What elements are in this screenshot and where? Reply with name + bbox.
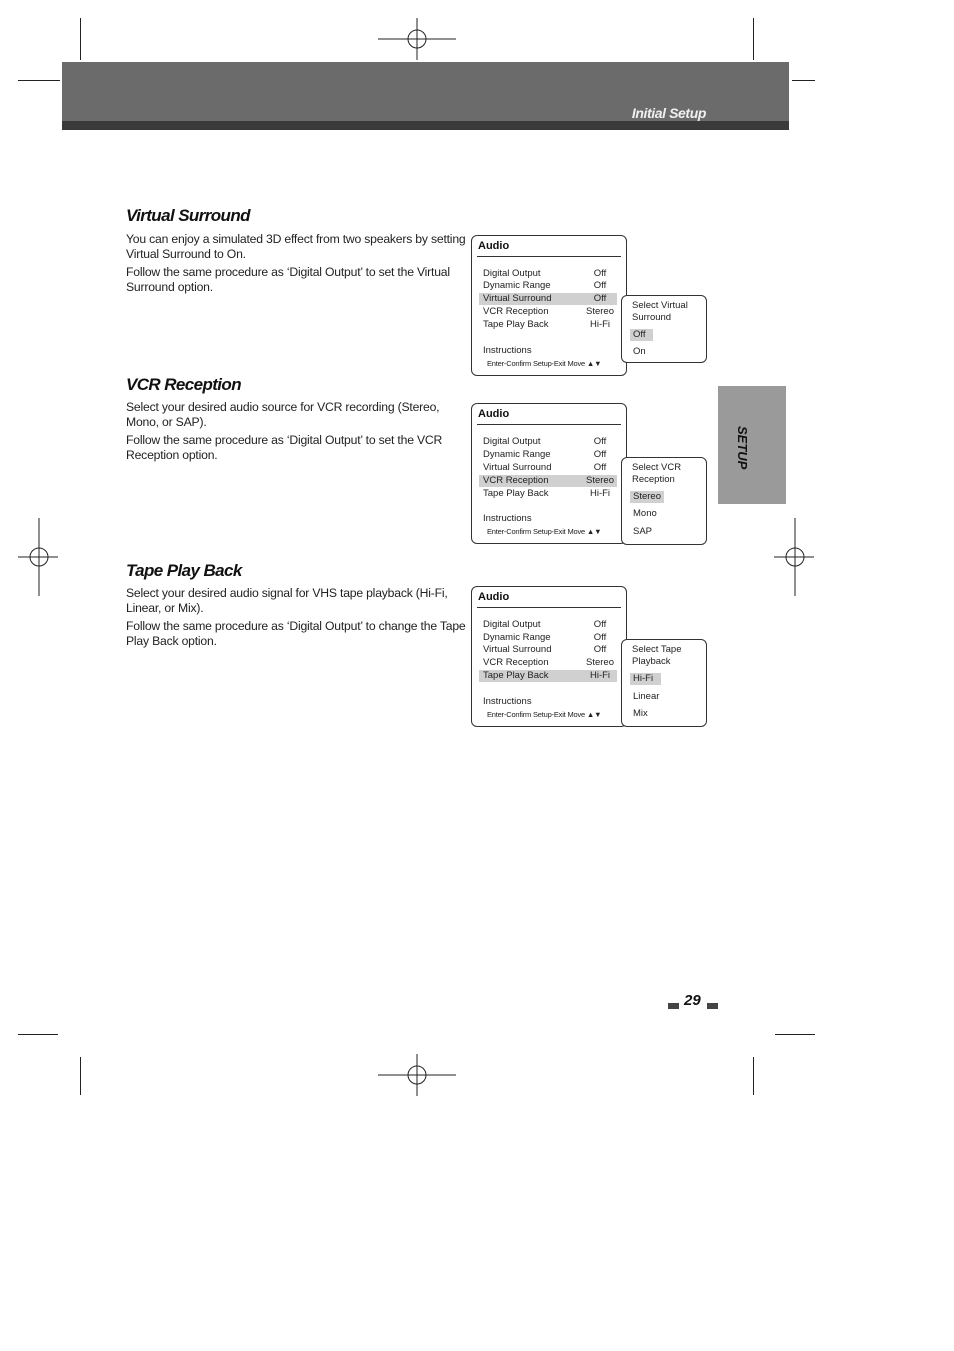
registration-mark-right	[756, 518, 834, 596]
menu-footer: Enter-Confirm Setup-Exit Move ▲▼	[487, 527, 602, 536]
menu-row-label: Tape Play Back	[483, 670, 549, 681]
menu-row-value: Hi-Fi	[589, 488, 611, 499]
menu-row-value: Hi-Fi	[589, 319, 611, 330]
menu-row-value: Off	[593, 449, 607, 460]
popup-option-selected: Off	[630, 329, 653, 341]
menu-row-label: VCR Reception	[483, 475, 549, 486]
menu-row-value: Hi-Fi	[589, 670, 611, 681]
menu-instructions: Instructions	[483, 696, 532, 707]
menu-row	[479, 280, 617, 292]
popup-option-selected: Stereo	[630, 491, 664, 503]
header-title: Initial Setup	[631, 105, 706, 121]
option-popup	[621, 457, 707, 545]
section-title-tape-play-back: Tape Play Back	[126, 561, 242, 580]
menu-row-selected	[479, 475, 617, 487]
menu-divider	[477, 256, 621, 257]
section-paragraph: Follow the same procedure as ‘Digital Output’ to change the Tape Play Back option.	[126, 619, 466, 648]
menu-row	[479, 644, 617, 656]
section-title-virtual-surround: Virtual Surround	[126, 206, 250, 225]
menu-row-value: Off	[593, 268, 607, 279]
section-paragraph: Select your desired audio signal for VHS tape playback (Hi-Fi, Linear, or Mix).	[126, 586, 448, 615]
menu-row-label: Dynamic Range	[483, 632, 551, 643]
osd-audio-menu	[471, 403, 627, 544]
popup-option: Mix	[633, 708, 648, 719]
menu-instructions: Instructions	[483, 345, 532, 356]
menu-row	[479, 462, 617, 474]
page-number-mark-left	[668, 1003, 679, 1009]
osd-audio-menu	[471, 586, 627, 727]
menu-row-label: Tape Play Back	[483, 488, 549, 499]
menu-row	[479, 449, 617, 461]
registration-mark-bottom	[378, 1036, 456, 1114]
popup-title: Select VCR Reception	[632, 462, 682, 485]
menu-row-label: Virtual Surround	[483, 462, 552, 473]
menu-row-value: Stereo	[586, 306, 614, 317]
menu-row-value: Off	[593, 644, 607, 655]
menu-row	[479, 436, 617, 448]
popup-option: On	[633, 346, 646, 357]
menu-row-value: Stereo	[586, 657, 614, 668]
menu-row-value: Off	[593, 619, 607, 630]
menu-divider	[477, 607, 621, 608]
menu-row	[479, 319, 617, 331]
menu-row	[479, 488, 617, 500]
popup-title: Select Virtual Surround	[632, 300, 688, 323]
option-popup	[621, 639, 707, 727]
menu-row	[479, 619, 617, 631]
menu-row-label: Virtual Surround	[483, 644, 552, 655]
menu-row-value: Off	[593, 436, 607, 447]
menu-row-label: Dynamic Range	[483, 449, 551, 460]
menu-title: Audio	[478, 240, 510, 252]
section-title-vcr-reception: VCR Reception	[126, 375, 241, 394]
menu-row-value: Off	[593, 632, 607, 643]
menu-title: Audio	[478, 591, 510, 603]
popup-title: Select Tape Playback	[632, 644, 682, 667]
menu-row-selected	[479, 293, 617, 305]
registration-mark-left	[0, 518, 78, 596]
menu-row-label: Digital Output	[483, 436, 541, 447]
menu-footer: Enter-Confirm Setup-Exit Move ▲▼	[487, 710, 602, 719]
popup-option: SAP	[633, 526, 653, 537]
menu-row-label: VCR Reception	[483, 306, 549, 317]
section-paragraph: Select your desired audio source for VCR recording (Stereo, Mono, or SAP).	[126, 400, 440, 429]
menu-title: Audio	[478, 408, 510, 420]
menu-row-label: Digital Output	[483, 619, 541, 630]
menu-row-value: Off	[593, 280, 607, 291]
menu-row-label: Dynamic Range	[483, 280, 551, 291]
menu-divider	[477, 424, 621, 425]
menu-row-label: Tape Play Back	[483, 319, 549, 330]
section-paragraph: Follow the same procedure as ‘Digital Output’ to set the VCR Reception option.	[126, 433, 443, 462]
menu-row	[479, 657, 617, 669]
header-stripe	[62, 121, 789, 130]
page-number: 29	[684, 992, 701, 1009]
menu-row	[479, 632, 617, 644]
popup-option-selected: Hi-Fi	[630, 673, 661, 685]
menu-row	[479, 268, 617, 280]
menu-row-value: Off	[593, 462, 607, 473]
page-number-mark-right	[707, 1003, 718, 1009]
section-paragraph: Follow the same procedure as ‘Digital Output’ to set the Virtual Surround option.	[126, 265, 450, 294]
menu-footer: Enter-Confirm Setup-Exit Move ▲▼	[487, 359, 602, 368]
menu-row-value: Off	[593, 293, 607, 304]
option-popup	[621, 295, 707, 363]
menu-row-label: Digital Output	[483, 268, 541, 279]
section-paragraph: You can enjoy a simulated 3D effect from two speakers by setting Virtual Surround to On.	[126, 232, 466, 261]
side-tab	[718, 386, 786, 504]
menu-row-selected	[479, 670, 617, 682]
side-tab-label: SETUP	[735, 426, 750, 470]
menu-row-value: Stereo	[586, 475, 614, 486]
menu-row	[479, 306, 617, 318]
popup-option: Linear	[633, 691, 660, 702]
menu-instructions: Instructions	[483, 513, 532, 524]
popup-option: Mono	[633, 508, 657, 519]
menu-row-label: Virtual Surround	[483, 293, 552, 304]
menu-row-label: VCR Reception	[483, 657, 549, 668]
osd-audio-menu	[471, 235, 627, 376]
